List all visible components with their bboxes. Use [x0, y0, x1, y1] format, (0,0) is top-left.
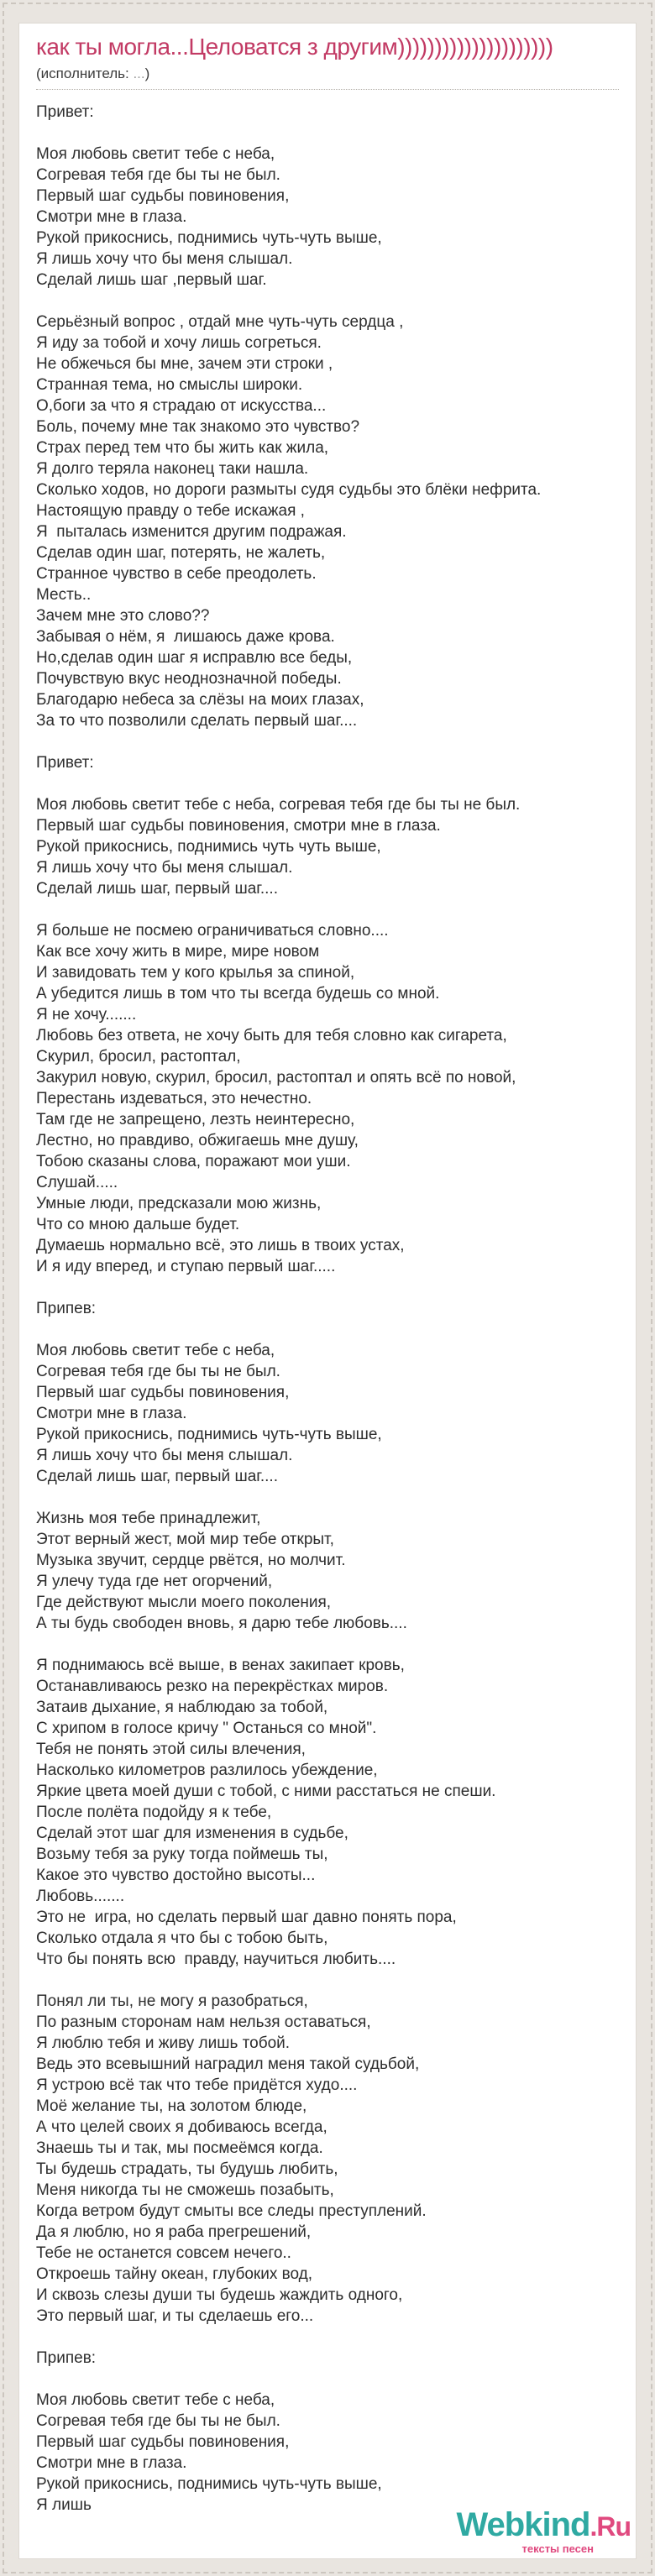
lyric-line: Любовь без ответа, не хочу быть для тебя словно как сигарета,	[36, 1027, 507, 1045]
lyric-line: Привет:	[36, 754, 94, 772]
lyric-line: Какое это чувство достойно высоты...	[36, 1867, 316, 1884]
lyric-line: Этот верный жест, мой мир тебе открыт,	[36, 1531, 334, 1548]
lyric-line: А что целей своих я добиваюсь всегда,	[36, 2118, 328, 2136]
lyric-line: Первый шаг судьбы повиновения,	[36, 187, 290, 205]
lyric-line: Боль, почему мне так знакомо это чувство?	[36, 418, 360, 436]
lyric-line: Сделав один шаг, потерять, не жалеть,	[36, 544, 326, 562]
lyric-line: Я устрою всё так что тебе придётся худо....	[36, 2076, 358, 2094]
lyric-line: Странное чувство в себе преодолеть.	[36, 565, 317, 583]
lyric-line: Благодарю небеса за слёзы на моих глазах,	[36, 691, 364, 709]
lyric-line: Моя любовь светит тебе с неба,	[36, 2391, 275, 2409]
lyric-line: Тебе не останется совсем нечего..	[36, 2244, 291, 2262]
lyric-line: Я иду за тобой и хочу лишь согреться.	[36, 334, 322, 352]
webkind-logo[interactable]	[457, 2508, 631, 2554]
lyric-line: Я больше не посмею ограничиваться словно....	[36, 922, 389, 940]
lyric-line: Что со мною дальше будет.	[36, 1216, 240, 1233]
lyric-line: Слушай.....	[36, 1174, 118, 1191]
lyric-line: Первый шаг судьбы повиновения,	[36, 2433, 290, 2451]
lyric-line: Рукой прикоснись, поднимись чуть-чуть выше,	[36, 2475, 382, 2493]
lyric-line: Первый шаг судьбы повиновения,	[36, 1384, 290, 1401]
lyric-line: Насколько километров разлилось убеждение,	[36, 1762, 378, 1779]
lyric-line: Останавливаюсь резко на перекрёстках миров.	[36, 1678, 389, 1695]
stanza	[36, 1655, 619, 1970]
stanza	[36, 2348, 619, 2369]
webkind-logo-text[interactable]	[457, 2508, 631, 2542]
lyric-line: По разным сторонам нам нельзя оставаться,	[36, 2013, 371, 2031]
lyric-line: Там где не запрещено, лезть неинтересно,	[36, 1111, 355, 1128]
lyric-line: Меня никогда ты не сможешь позабыть,	[36, 2181, 334, 2199]
lyric-line: Согревая тебя где бы ты не был.	[36, 166, 280, 184]
logo-ru[interactable]: .Ru	[590, 2511, 631, 2542]
lyric-line: Я люблю тебя и живу лишь тобой.	[36, 2034, 291, 2052]
lyric-line: Страх перед тем что бы жить как жила,	[36, 439, 329, 457]
lyric-line: Я лишь хочу что бы меня слышал.	[36, 859, 293, 877]
lyric-line: После полёта подойду я к тебе,	[36, 1804, 272, 1821]
lyric-line: Рукой прикоснись, поднимись чуть-чуть выше,	[36, 229, 382, 247]
lyric-line: Моя любовь светит тебе с неба, согревая тебя где бы ты не был.	[36, 796, 521, 814]
lyric-line: Что бы понять всю правду, научиться любить....	[36, 1950, 396, 1968]
lyric-line: Ты будешь страдать, ты будушь любить,	[36, 2160, 338, 2178]
lyric-line: Сделай лишь шаг, первый шаг....	[36, 1468, 278, 1485]
lyric-line: Знаешь ты и так, мы посмеёмся когда.	[36, 2139, 323, 2157]
stanza	[36, 312, 619, 731]
lyric-line: Сделай лишь шаг ,первый шаг.	[36, 271, 267, 289]
lyric-line: Сколько ходов, но дороги размыты судя судьбы это блёки нефрита.	[36, 481, 542, 499]
lyric-line: Я долго теряла наконец таки нашла.	[36, 460, 309, 478]
lyric-line: Сколько отдала я что бы с тобою быть,	[36, 1929, 328, 1947]
lyric-line: Согревая тебя где бы ты не был.	[36, 1363, 280, 1380]
lyric-line: Я пыталась изменится другим подражая.	[36, 523, 347, 541]
lyric-line: Почувствую вкус неоднозначной победы.	[36, 670, 342, 688]
lyric-line: За то что позволили сделать первый шаг....	[36, 712, 358, 730]
lyric-line: Я не хочу.......	[36, 1006, 137, 1024]
lyric-line: Когда ветром будут смыты все следы преступлений.	[36, 2202, 427, 2220]
lyric-line: Не обжечься бы мне, зачем эти строки ,	[36, 355, 333, 373]
stanza	[36, 920, 619, 1277]
stanza	[36, 102, 619, 123]
lyric-line: Любовь.......	[36, 1887, 125, 1905]
logo-webkind[interactable]: Webkind	[456, 2506, 590, 2543]
lyric-line: Забывая о нём, я лишаюсь даже крова.	[36, 628, 335, 646]
lyric-line: Понял ли ты, не могу я разобраться,	[36, 1992, 308, 2010]
lyric-line: И я иду вперед, и ступаю первый шаг.....	[36, 1258, 336, 1275]
stanza	[36, 1298, 619, 1319]
lyric-line: Я лишь хочу что бы меня слышал.	[36, 250, 293, 268]
lyric-line: Я улечу туда где нет огорчений,	[36, 1573, 273, 1590]
lyric-line: Жизнь моя тебе принадлежит,	[36, 1510, 261, 1527]
lyric-line: Закурил новую, скурил, бросил, растоптал и опять всё по новой,	[36, 1069, 516, 1086]
lyric-line: Я лишь	[36, 2496, 92, 2514]
lyric-line: Припев:	[36, 1300, 97, 1317]
lyric-line: И завидовать тем у кого крылья за спиной,	[36, 964, 355, 982]
lyric-line: Привет:	[36, 103, 94, 121]
lyric-line: Музыка звучит, сердце рвётся, но молчит.	[36, 1552, 346, 1569]
lyric-line: Тебя не понять этой силы влечения,	[36, 1741, 306, 1758]
artist-dots: ...	[128, 65, 145, 81]
lyric-line: Я лишь хочу что бы меня слышал.	[36, 1447, 293, 1464]
stanza	[36, 794, 619, 899]
lyric-line: Смотри мне в глаза.	[36, 1405, 187, 1422]
lyric-line: Рукой прикоснись, поднимись чуть чуть выше,	[36, 838, 381, 856]
lyric-line: Рукой прикоснись, поднимись чуть-чуть выше,	[36, 1426, 382, 1443]
lyric-line: Это не игра, но сделать первый шаг давно понять пора,	[36, 1908, 457, 1926]
song-title: как ты могла...Целоватся з другим)))))))))))))))))))))	[36, 34, 553, 60]
lyric-line: Лестно, но правдиво, обжигаешь мне душу,	[36, 1132, 359, 1149]
lyric-line: Скурил, бросил, растоптал,	[36, 1048, 241, 1065]
lyric-line: Как все хочу жить в мире, мире новом	[36, 943, 320, 961]
lyric-line: Затаив дыхание, я наблюдаю за тобой,	[36, 1699, 328, 1716]
lyric-line: Да я люблю, но я раба прегрешений,	[36, 2223, 312, 2241]
lyric-line: Месть..	[36, 586, 92, 604]
lyric-line: О,боги за что я страдаю от искусства...	[36, 397, 327, 415]
artist-closing-paren: )	[144, 65, 150, 81]
lyric-line: Возьму тебя за руку тогда поймешь ты,	[36, 1846, 328, 1863]
stanza	[36, 1340, 619, 1487]
stanza	[36, 1508, 619, 1634]
stanza	[36, 1991, 619, 2327]
lyric-line: Согревая тебя где бы ты не был.	[36, 2412, 280, 2430]
lyric-line: Ведь это всевышний наградил меня такой судьбой,	[36, 2055, 420, 2073]
dotted-separator	[36, 89, 619, 90]
lyric-line: Тобою сказаны слова, поражают мои уши.	[36, 1153, 351, 1170]
lyric-line: Моя любовь светит тебе с неба,	[36, 145, 275, 163]
lyric-line: Это первый шаг, и ты сделаешь его...	[36, 2307, 314, 2325]
lyric-line: Яркие цвета моей души с тобой, с ними расстаться не спеши.	[36, 1783, 496, 1800]
stanza	[36, 144, 619, 291]
lyric-line: Откроешь тайну океан, глубоких вод,	[36, 2265, 312, 2283]
stanza	[36, 2390, 619, 2516]
lyric-line: И сквозь слезы души ты будешь жаждить одного,	[36, 2286, 403, 2304]
stanza	[36, 752, 619, 773]
lyric-line: Но,сделав один шаг я исправлю все беды,	[36, 649, 353, 667]
lyric-line: Сделай этот шаг для изменения в судьбе,	[36, 1825, 348, 1842]
lyric-line: Настоящую правду о тебе искажая ,	[36, 502, 305, 520]
lyric-line: Зачем мне это слово??	[36, 607, 210, 625]
lyric-line: Моя любовь светит тебе с неба,	[36, 1342, 275, 1359]
lyric-line: С хрипом в голосе кричу " Останься со мной".	[36, 1720, 377, 1737]
lyric-line: Серьёзный вопрос , отдай мне чуть-чуть сердца ,	[36, 313, 404, 331]
lyric-line: Думаешь нормально всё, это лишь в твоих устах,	[36, 1237, 405, 1254]
artist-label: (исполнитель:	[36, 65, 129, 81]
lyric-line: А убедится лишь в том что ты всегда будешь со мной.	[36, 985, 440, 1003]
lyric-line: Странная тема, но смыслы широки.	[36, 376, 303, 394]
logo-tagline: тексты песен	[521, 2542, 594, 2555]
lyric-line: Первый шаг судьбы повиновения, смотри мне в глаза.	[36, 817, 441, 835]
lyric-line: А ты будь свободен вновь, я дарю тебе любовь....	[36, 1615, 407, 1632]
lyric-line: Припев:	[36, 2349, 97, 2367]
lyric-line: Умные люди, предсказали мою жизнь,	[36, 1195, 322, 1212]
artist-line	[36, 65, 619, 82]
lyric-line: Где действуют мысли моего поколения,	[36, 1594, 332, 1611]
lyric-line: Моё желание ты, на золотом блюде,	[36, 2097, 307, 2115]
lyric-line: Смотри мне в глаза.	[36, 208, 187, 226]
lyrics-text	[36, 102, 619, 2516]
lyric-line: Смотри мне в глаза.	[36, 2454, 187, 2472]
lyric-line: Сделай лишь шаг, первый шаг....	[36, 880, 278, 898]
lyric-line: Я поднимаюсь всё выше, в венах закипает кровь,	[36, 1657, 405, 1674]
lyrics-card	[18, 23, 637, 2559]
lyric-line: Перестань издеваться, это нечестно.	[36, 1090, 312, 1107]
